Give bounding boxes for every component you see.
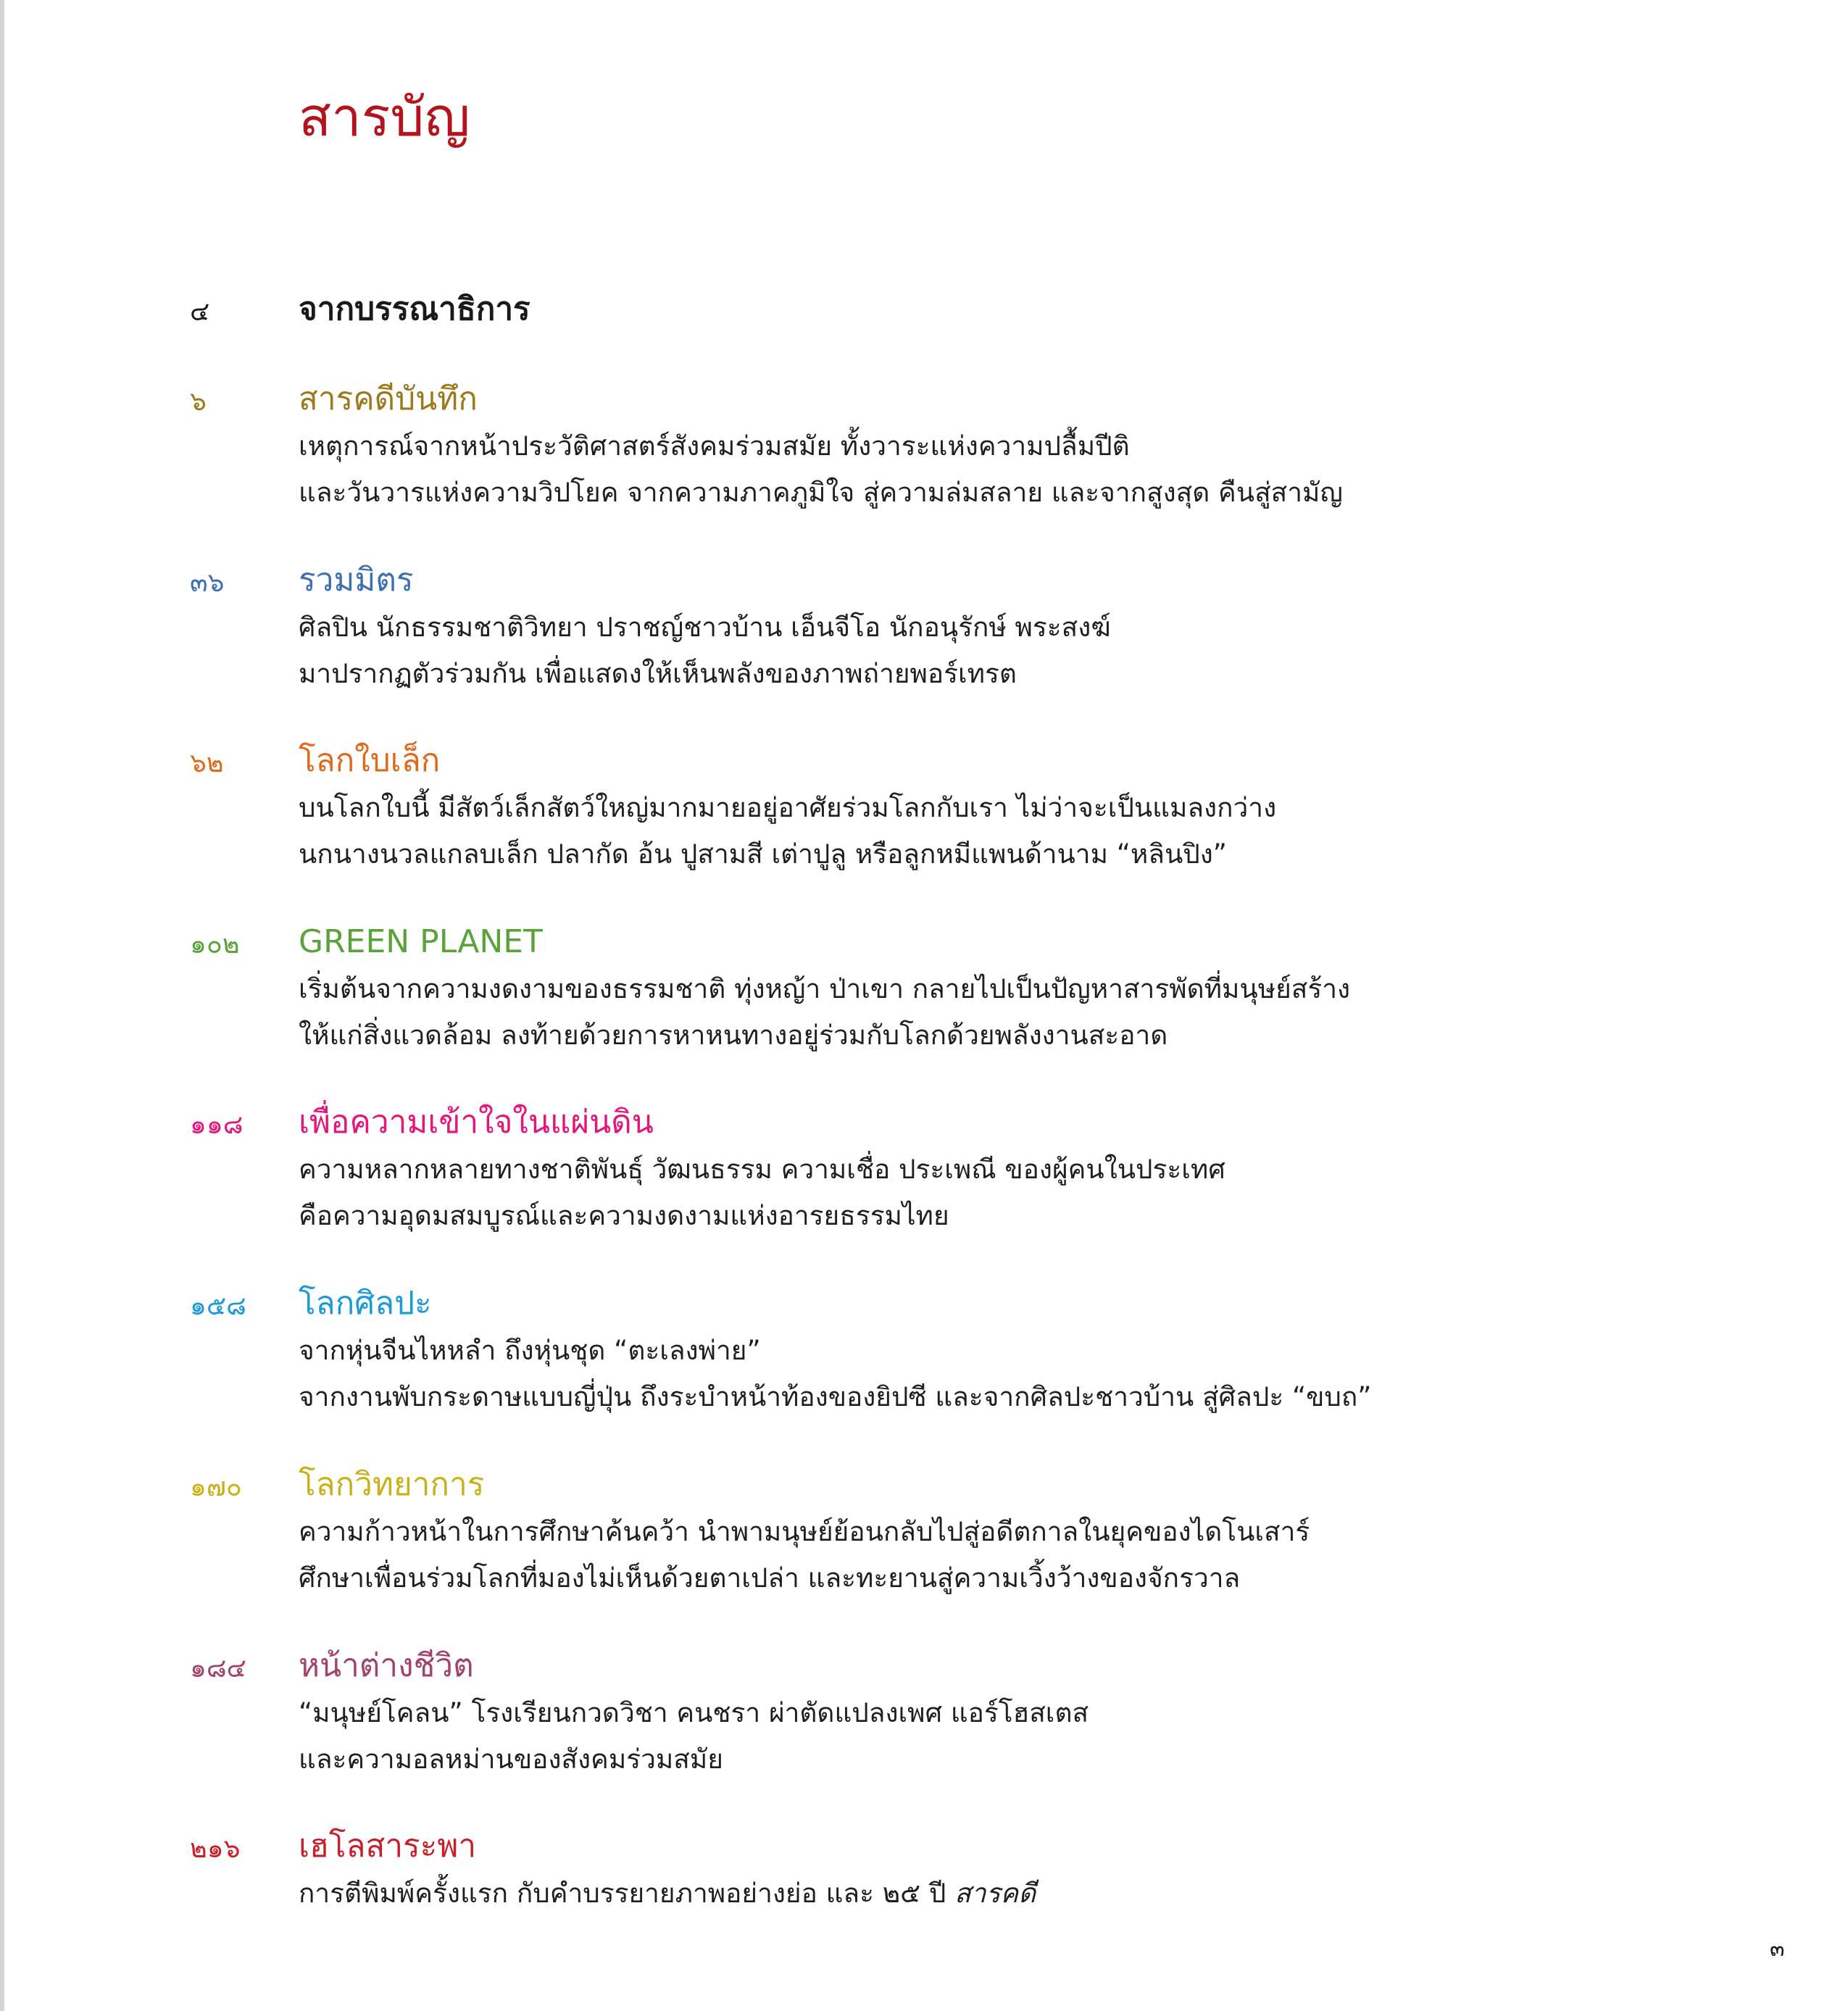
- description-line: เริ่มต้นจากความงดงามของธรรมชาติ ทุ่งหญ้า ป่าเขา กลายไปเป็นปัญหาสารพัดที่มนุษย์สร้าง: [299, 973, 1351, 1004]
- page-title: สารบัญ: [299, 86, 470, 149]
- toc-entry-page-number: ๖: [190, 387, 207, 417]
- description-line: คือความอุดมสมบูรณ์และความงดงามแห่งอารยธรรมไทย: [299, 1200, 949, 1231]
- description-line: “มนุษย์โคลน” โรงเรียนกวดวิชา คนชรา ผ่าตัดแปลงเพศ แอร์โฮสเตส: [299, 1697, 1089, 1728]
- toc-entry-title[interactable]: จากบรรณาธิการ: [299, 291, 530, 328]
- toc-entry-title[interactable]: สารคดีบันทึก: [299, 380, 478, 417]
- toc-entry-page-number: ๑๘๔: [190, 1654, 246, 1683]
- description-line: มาปรากฏตัวร่วมกัน เพื่อแสดงให้เห็นพลังของภาพถ่ายพอร์เทรต: [299, 658, 1017, 689]
- description-line: ความก้าวหน้าในการศึกษาค้นคว้า นำพามนุษย์ย้อนกลับไปสู่อดีตกาลในยุคของไดโนเสาร์: [299, 1516, 1310, 1547]
- description-line: และวันวารแห่งความวิปโยค จากความภาคภูมิใจ สู่ความล่มสลาย และจากสูงสุด คืนสู่สามัญ: [299, 477, 1343, 508]
- toc-entry-page-number: ๑๗๐: [190, 1473, 242, 1502]
- page-number: ๓: [1770, 1936, 1785, 1962]
- description-line: บนโลกใบนี้ มีสัตว์เล็กสัตว์ใหญ่มากมายอยู่อาศัยร่วมโลกกับเรา ไม่ว่าจะเป็นแมลงกว่าง: [299, 792, 1277, 823]
- toc-entry-description: [299, 1870, 1036, 1917]
- description-line: จากหุ่นจีนไหหลำ ถึงหุ่นชุด “ตะเลงพ่าย”: [299, 1335, 761, 1366]
- toc-entry-page-number: ๒๑๖: [190, 1834, 241, 1864]
- description-line: ความหลากหลายทางชาติพันธุ์ วัฒนธรรม ความเชื่อ ประเพณี ของผู้คนในประเทศ: [299, 1154, 1225, 1185]
- description-line: นกนางนวลแกลบเล็ก ปลากัด อ้น ปูสามสี เต่าปูลู หรือลูกหมีแพนด้านาม “หลินปิง”: [299, 838, 1227, 870]
- toc-entry-page-number: ๖๒: [190, 749, 224, 778]
- description-line: ศิลปิน นักธรรมชาติวิทยา ปราชญ์ชาวบ้าน เอ็นจีโอ นักอนุรักษ์ พระสงฆ์: [299, 612, 1111, 643]
- toc-entry-title[interactable]: โลกใบเล็ก: [299, 742, 441, 779]
- toc-entry-title[interactable]: GREEN PLANET: [299, 923, 543, 960]
- toc-entry-page-number: ๓๖: [190, 568, 225, 598]
- toc-entry-description: [299, 1146, 1225, 1239]
- toc-entry-description: [299, 785, 1276, 878]
- toc-entry-title[interactable]: โลกวิทยาการ: [299, 1466, 485, 1503]
- toc-entry-page-number: ๑๑๘: [190, 1110, 244, 1140]
- description-line: และความอลหม่านของสังคมร่วมสมัย: [299, 1744, 723, 1775]
- toc-entry-page-number: ๔: [190, 297, 210, 327]
- magazine-name: สารคดี: [954, 1878, 1036, 1909]
- toc-entry-description: [299, 1328, 1371, 1420]
- toc-entry-title[interactable]: หน้าต่างชีวิต: [299, 1647, 474, 1684]
- toc-entry-description: [299, 423, 1343, 516]
- toc-entry-description: [299, 604, 1111, 697]
- toc-entry-page-number: ๑๕๘: [190, 1291, 246, 1321]
- description-line: [299, 1870, 1036, 1917]
- toc-entry-title[interactable]: เฮโลสาระพา: [299, 1828, 477, 1865]
- description-line: เหตุการณ์จากหน้าประวัติศาสตร์สังคมร่วมสมัย ทั้งวาระแห่งความปลื้มปีติ: [299, 430, 1130, 462]
- toc-entry-title[interactable]: รวมมิตร: [299, 562, 414, 599]
- toc-entry-page-number: ๑๐๒: [190, 930, 240, 959]
- description-text: การตีพิมพ์ครั้งแรก กับคำบรรยายภาพอย่างย่อ และ ๒๕ ปี: [299, 1878, 946, 1909]
- toc-entry-title[interactable]: โลกศิลปะ: [299, 1285, 432, 1322]
- toc-entry-description: [299, 966, 1350, 1059]
- toc-entry-description: [299, 1509, 1310, 1602]
- description-line: จากงานพับกระดาษแบบญี่ปุ่น ถึงระบำหน้าท้องของยิปซี และจากศิลปะชาวบ้าน สู่ศิลปะ “ขบถ”: [299, 1381, 1372, 1412]
- description-line: ให้แก่สิ่งแวดล้อม ลงท้ายด้วยการหาหนทางอยู่ร่วมกับโลกด้วยพลังงานสะอาด: [299, 1020, 1168, 1051]
- description-line: ศึกษาเพื่อนร่วมโลกที่มองไม่เห็นด้วยตาเปล่า และทะยานสู่ความเวิ้งว้างของจักรวาล: [299, 1562, 1241, 1594]
- toc-entry-description: [299, 1690, 1089, 1783]
- toc-entry-title[interactable]: เพื่อความเข้าใจในแผ่นดิน: [299, 1104, 654, 1141]
